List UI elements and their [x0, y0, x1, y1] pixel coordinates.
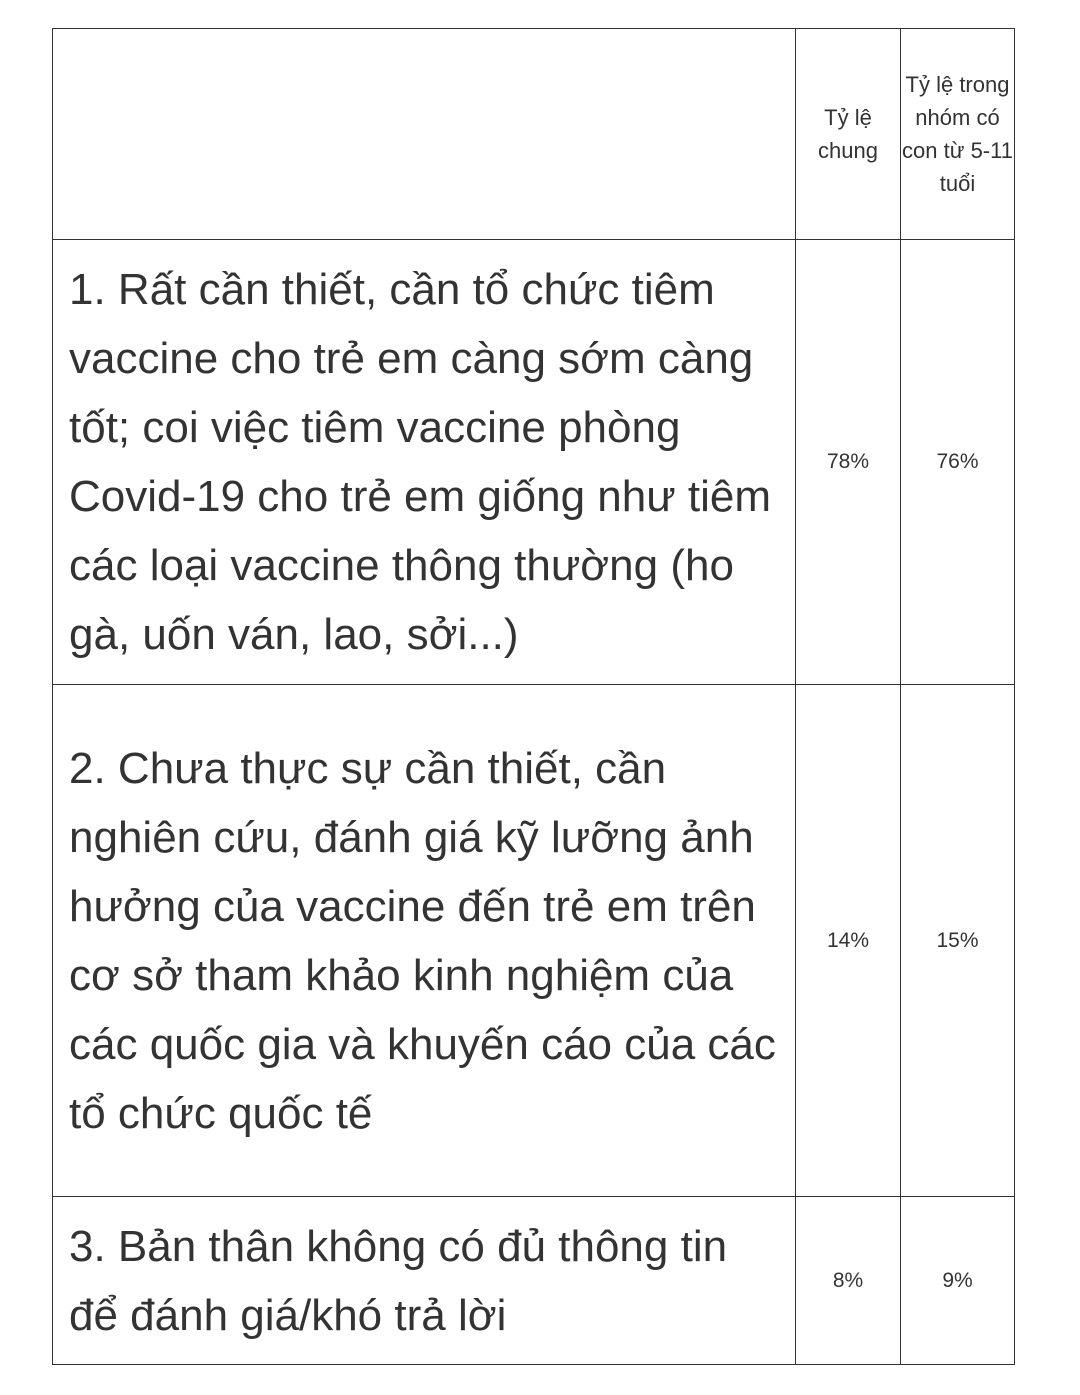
option-text: 3. Bản thân không có đủ thông tin để đánh giá/khó trả lời	[53, 1197, 796, 1365]
table-header-row	[53, 29, 1015, 240]
header-overall-rate: Tỷ lệ chung	[796, 29, 901, 240]
header-group-rate: Tỷ lệ trong nhóm có con từ 5-11 tuổi	[901, 29, 1015, 240]
overall-rate-value: 8%	[796, 1197, 901, 1365]
group-rate-value: 9%	[901, 1197, 1015, 1365]
overall-rate-value: 78%	[796, 240, 901, 685]
survey-results-table	[52, 28, 1015, 1365]
option-text: 2. Chưa thực sự cần thiết, cần nghiên cứu, đánh giá kỹ lưỡng ảnh hưởng của vaccine đến trẻ em trên cơ sở tham khảo kinh nghiệm của các quốc gia và khuyến cáo của các tổ chức quốc tế	[53, 685, 796, 1197]
overall-rate-value: 14%	[796, 685, 901, 1197]
table-row	[53, 1197, 1015, 1365]
table-row	[53, 685, 1015, 1197]
header-question	[53, 29, 796, 240]
option-text: 1. Rất cần thiết, cần tổ chức tiêm vaccine cho trẻ em càng sớm càng tốt; coi việc tiêm vaccine phòng Covid-19 cho trẻ em giống như tiêm các loại vaccine thông thường (ho gà, uốn ván, lao, sởi...)	[53, 240, 796, 685]
table-row	[53, 240, 1015, 685]
group-rate-value: 76%	[901, 240, 1015, 685]
group-rate-value: 15%	[901, 685, 1015, 1197]
